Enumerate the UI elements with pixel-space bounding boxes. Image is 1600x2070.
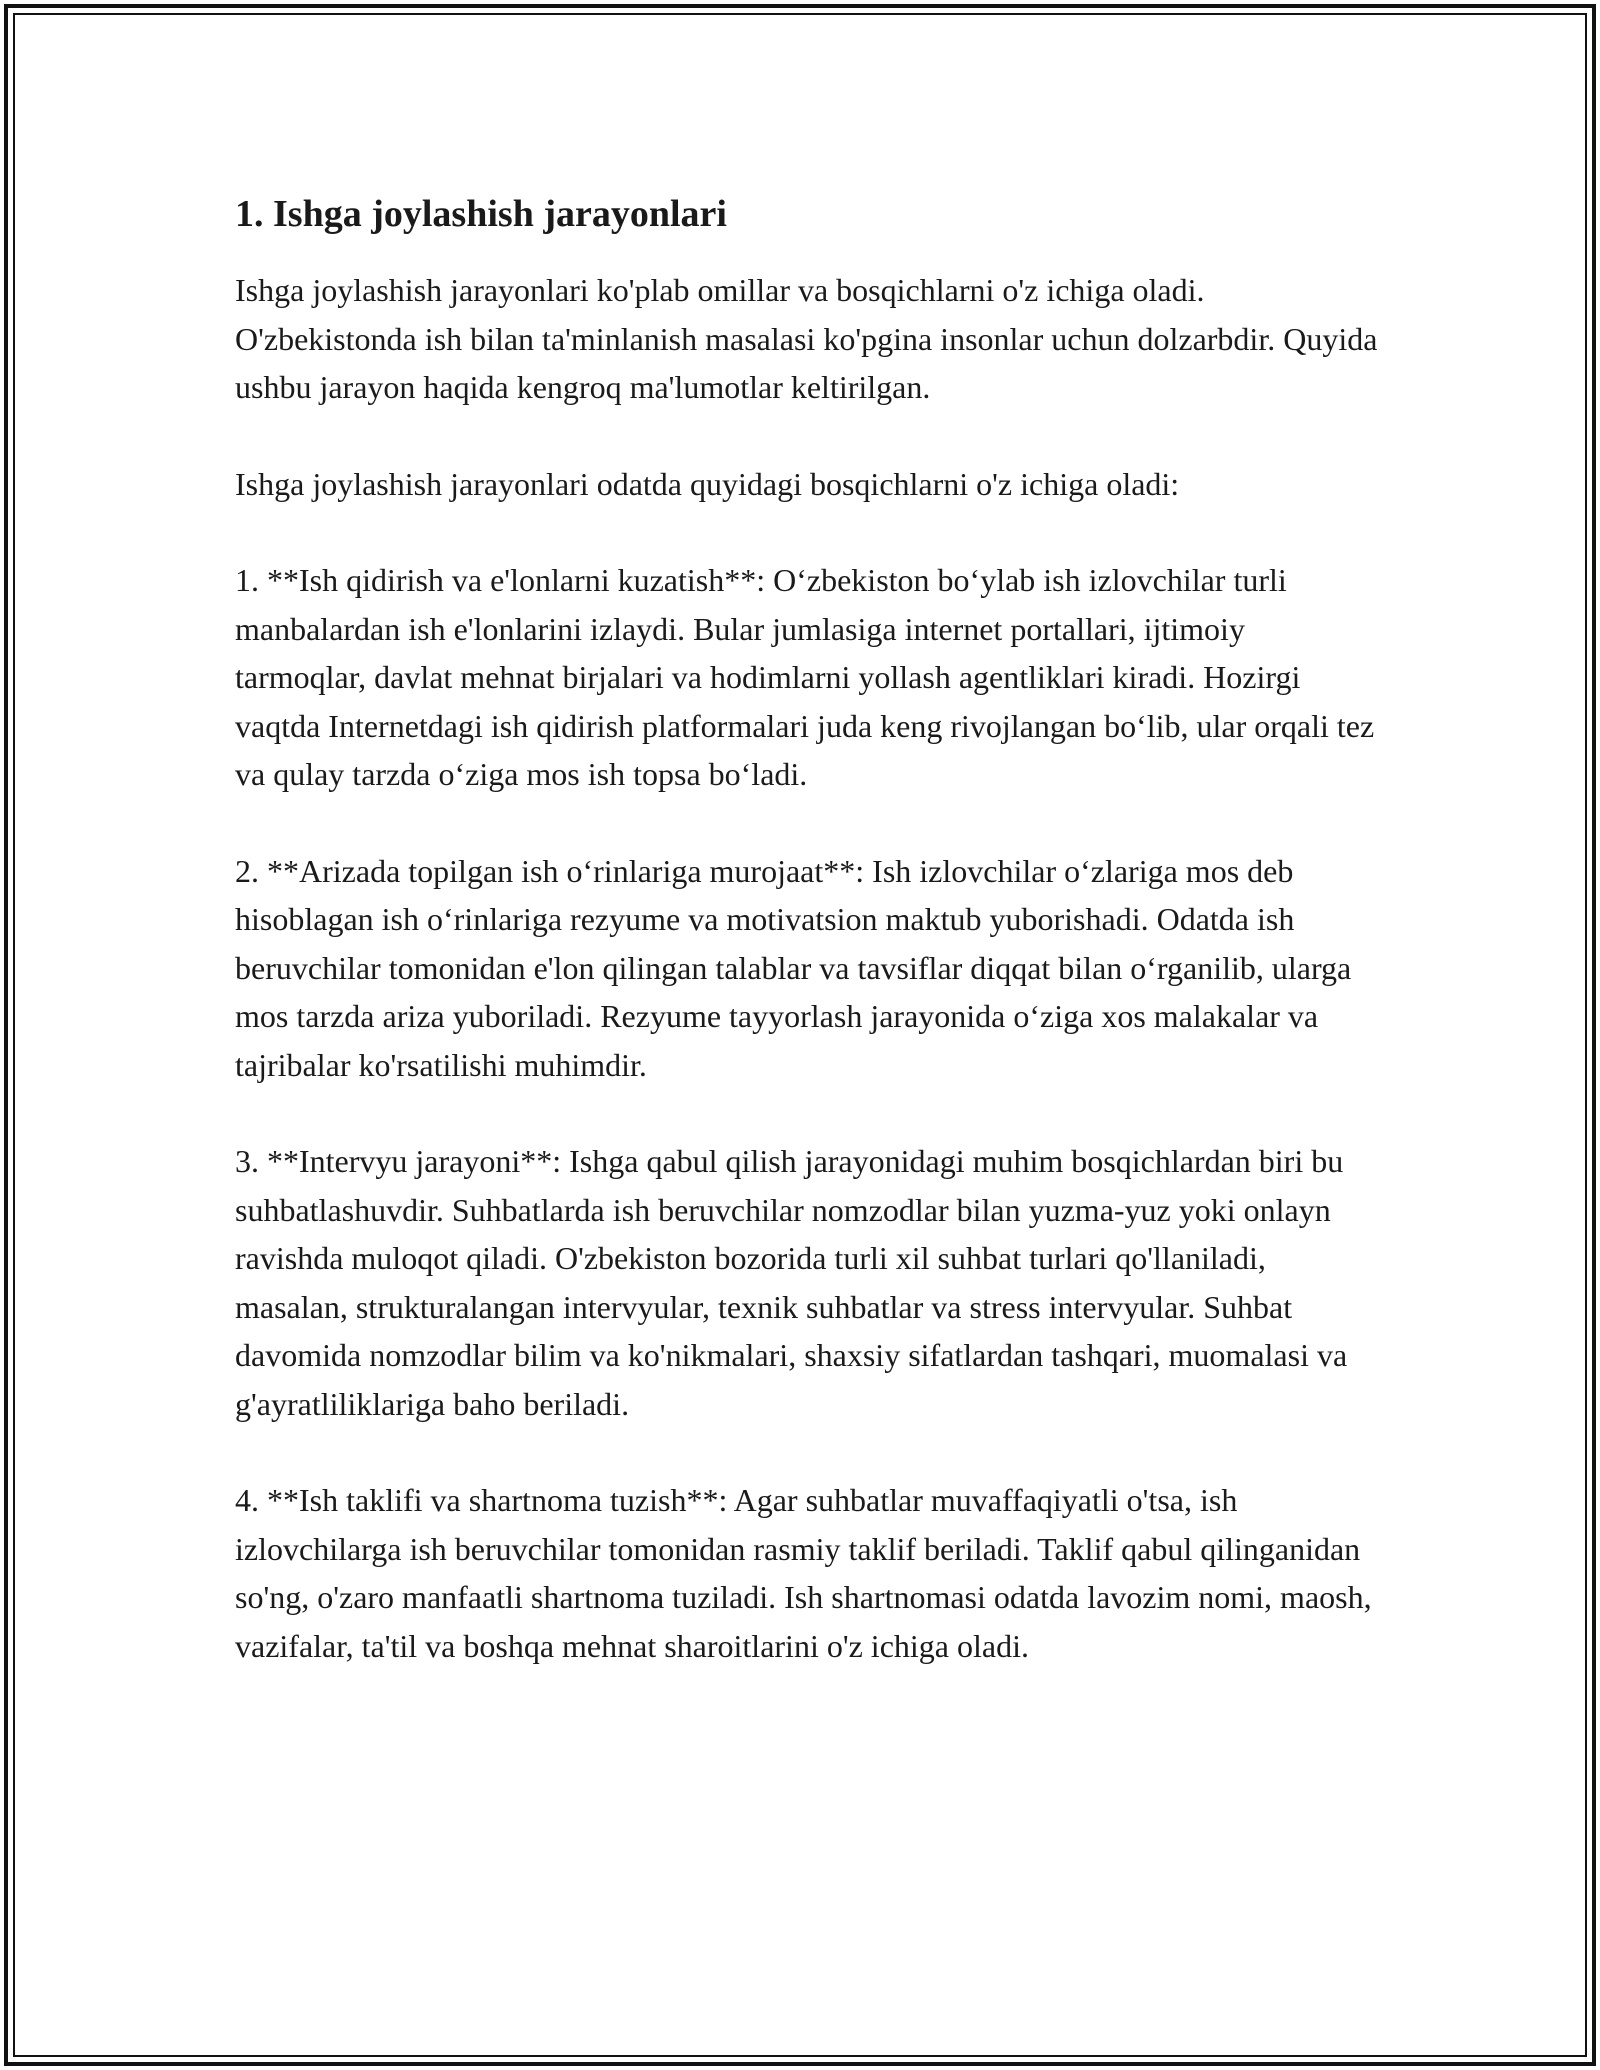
step-4-paragraph: 4. **Ish taklifi va shartnoma tuzish**: Agar suhbatlar muvaffaqiyatli o'tsa, ish izlovchilarga ish beruvchilar tomonidan rasmiy taklif beriladi. Taklif qabul qilinganidan so'ng, o'zaro manfaatli shartnoma tuziladi. Ish shartnomasi odatda lavozim nomi, maosh, vazifalar, ta'til va boshqa mehnat sharoitlarini o'z ichiga oladi. <box>235 1482 1372 1664</box>
document-body <box>235 186 1380 1718</box>
step-3-paragraph: 3. **Intervyu jarayoni**: Ishga qabul qilish jarayonidagi muhim bosqichlardan biri bu suhbatlashuvdir. Suhbatlarda ish beruvchilar nomzodlar bilan yuzma-yuz yoki onlayn ravishda muloqot qiladi. O'zbekiston bozorida turli xil suhbat turlari qo'llaniladi, masalan, strukturalangan intervyular, texnik suhbatlar va stress intervyular. Suhbat davomida nomzodlar bilim va ko'nikmalari, shaxsiy sifatlardan tashqari, muomalasi va g'ayratliliklariga baho beriladi. <box>235 1143 1348 1422</box>
intro-paragraph: Ishga joylashish jarayonlari ko'plab omillar va bosqichlarni o'z ichiga oladi. O'zbekistonda ish bilan ta'minlanish masalasi ko'pgina insonlar uchun dolzarbdir. Quyida ushbu jarayon haqida kengroq ma'lumotlar keltirilgan. <box>235 272 1378 405</box>
section-heading: 1. Ishga joylashish jarayonlari <box>235 193 727 235</box>
steps-intro-paragraph: Ishga joylashish jarayonlari odatda quyidagi bosqichlarni o'z ichiga oladi: <box>235 465 1180 502</box>
step-2-paragraph: 2. **Arizada topilgan ish o‘rinlariga murojaat**: Ish izlovchilar o‘zlariga mos deb hisoblagan ish o‘rinlariga rezyume va motivatsion maktub yuborishadi. Odatda ish beruvchilar tomonidan e'lon qilingan talablar va tavsiflar diqqat bilan o‘rganilib, ularga mos tarzda ariza yuboriladi. Rezyume tayyorlash jarayonida o‘ziga xos malakalar va tajribalar ko'rsatilishi muhimdir. <box>235 852 1352 1083</box>
step-1-paragraph: 1. **Ish qidirish va e'lonlarni kuzatish**: O‘zbekiston bo‘ylab ish izlovchilar turli manbalardan ish e'lonlarini izlaydi. Bular jumlasiga internet portallari, ijtimoiy tarmoqlar, davlat mehnat birjalari va hodimlarni yollash agentliklari kiradi. Hozirgi vaqtda Internetdagi ish qidirish platformalari juda keng rivojlangan bo‘lib, ular orqali tez va qulay tarzda o‘ziga mos ish topsa bo‘ladi. <box>235 562 1375 792</box>
